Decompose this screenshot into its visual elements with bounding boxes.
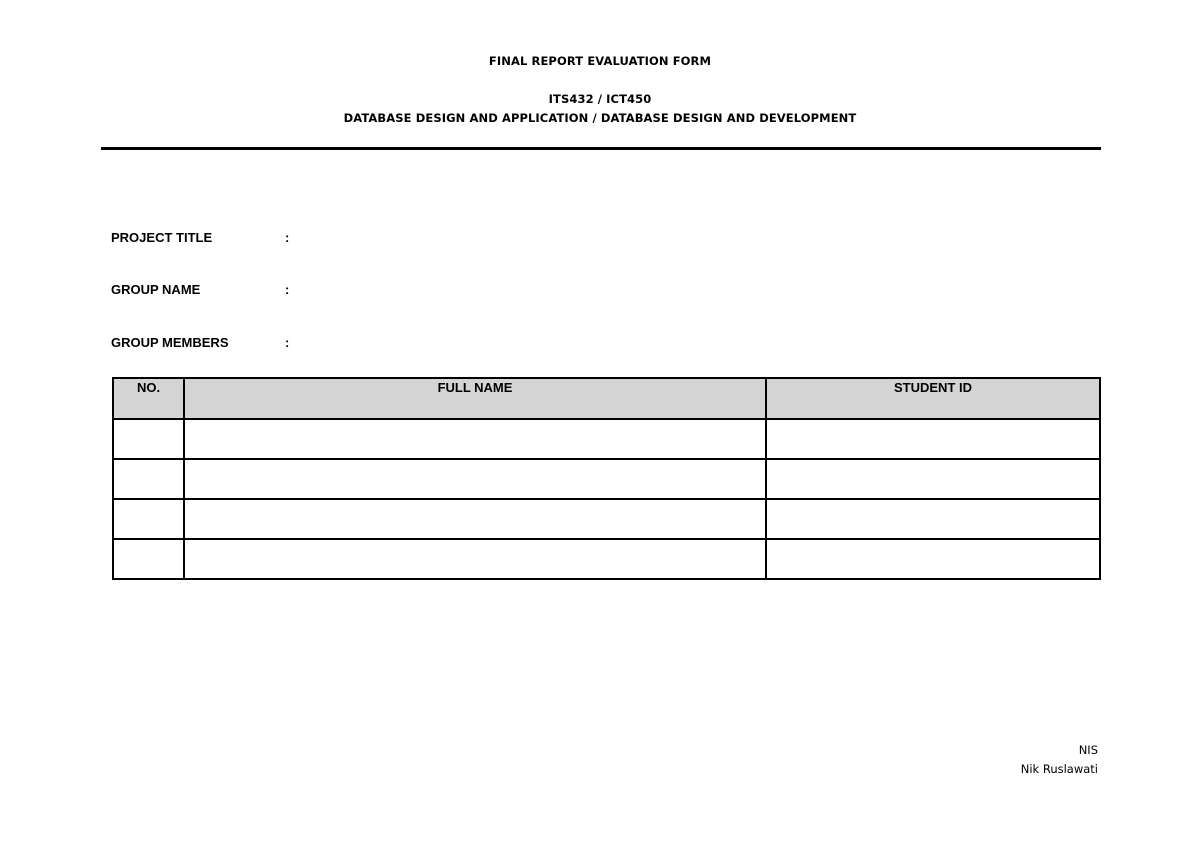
- group-name-field: [111, 282, 290, 297]
- footer-initials: NIS: [1078, 743, 1098, 757]
- cell-no[interactable]: [113, 539, 184, 579]
- group-name-label: GROUP NAME: [111, 282, 201, 297]
- column-header-student-id: STUDENT ID: [766, 378, 1100, 419]
- column-header-full-name: FULL NAME: [184, 378, 766, 419]
- cell-student-id[interactable]: [766, 419, 1100, 459]
- group-name-colon: :: [285, 282, 290, 297]
- group-members-colon: :: [285, 335, 290, 350]
- footer-author: Nik Ruslawati: [1020, 762, 1098, 776]
- form-title: FINAL REPORT EVALUATION FORM: [488, 54, 712, 68]
- course-codes: ITS432 / ICT450: [548, 92, 652, 106]
- cell-no[interactable]: [113, 419, 184, 459]
- column-header-no: NO.: [113, 378, 184, 419]
- project-title-label: PROJECT TITLE: [111, 230, 213, 245]
- cell-student-id[interactable]: [766, 539, 1100, 579]
- table-row: [113, 459, 1100, 499]
- cell-no[interactable]: [113, 459, 184, 499]
- cell-full-name[interactable]: [184, 499, 766, 539]
- cell-full-name[interactable]: [184, 419, 766, 459]
- course-names: DATABASE DESIGN AND APPLICATION / DATABASE DESIGN AND DEVELOPMENT: [343, 111, 857, 125]
- table-row: [113, 499, 1100, 539]
- cell-student-id[interactable]: [766, 459, 1100, 499]
- project-title-field: [111, 230, 290, 245]
- cell-full-name[interactable]: [184, 459, 766, 499]
- project-title-colon: :: [285, 230, 290, 245]
- cell-student-id[interactable]: [766, 499, 1100, 539]
- header-divider: [101, 147, 1101, 150]
- table-row: [113, 539, 1100, 579]
- group-members-table: [112, 377, 1101, 580]
- table-row: [113, 419, 1100, 459]
- group-members-label: GROUP MEMBERS: [111, 335, 229, 350]
- table-header-row: [113, 378, 1100, 419]
- group-members-field: [111, 335, 290, 350]
- cell-full-name[interactable]: [184, 539, 766, 579]
- cell-no[interactable]: [113, 499, 184, 539]
